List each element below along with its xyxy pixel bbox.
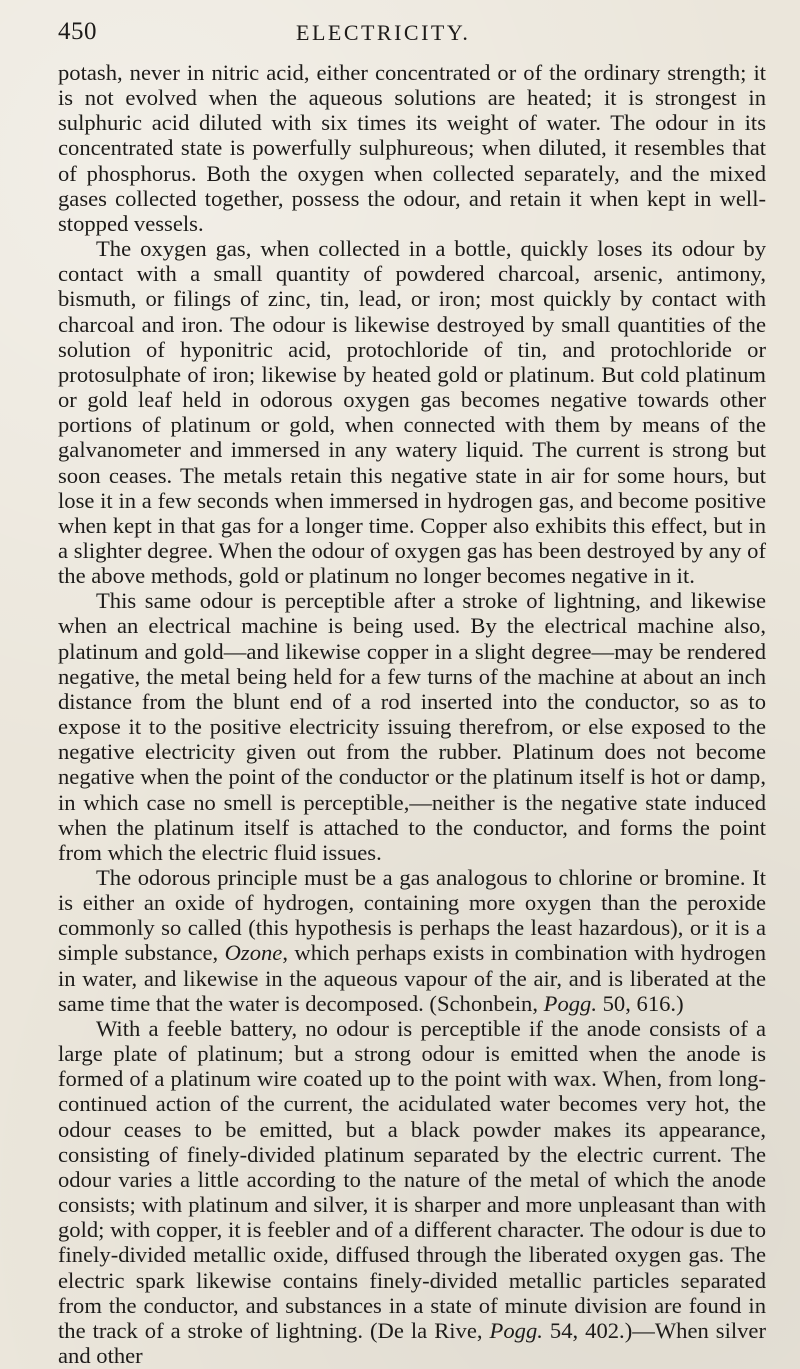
italic-text: Pogg. (543, 990, 597, 1016)
text-run: The odorous principle must be a gas analogous to chlorine or bromine. It is either an oxide of hydrogen, containing more oxygen than the peroxide commonly so called (this hypothesis is perhaps the least hazardous), or it is a simple substance, (58, 865, 766, 966)
running-title: ELECTRICITY. (296, 20, 471, 45)
text-run: potash, never in nitric acid, either concentrated or of the ordinary strength; it is not evolved when the aqueous solutions are heated; it is strongest in sulphuric acid diluted with six times its weight of water. The odour in its concentrated state is powerfully sulphureous; when diluted, it resembles that of phosphorus. Both the oxygen when collected separately, and the mixed gases collected together, possess the odour, and retain it when kept in well-stopped vessels. (58, 60, 766, 236)
italic-text: Ozone (224, 940, 283, 966)
paragraph (58, 865, 766, 1016)
page-header (58, 14, 766, 54)
paragraph (58, 588, 766, 865)
text-run: 50, 616.) (596, 990, 684, 1016)
text-run: With a feeble battery, no odour is perceptible if the anode consists of a large plate of platinum; but a strong odour is emitted when the anode is formed of a platinum wire coated up to the point with wax. When, from long-continued action of the current, the acidulated water becomes very hot, the odour ceases to be emitted, but a black powder makes its appearance, consisting of finely-divided platinum separated by the electric current. The odour varies a little according to the nature of the metal of which the anode consists; with platinum and silver, it is sharper and more unpleasant than with gold; with copper, it is feebler and of a different character. The odour is due to finely-divided metallic oxide, diffused through the liberated oxygen gas. The electric spark likewise contains finely-divided metallic particles separated from the conductor, and substances in a state of minute division are found in the track of a stroke of lightning. (De la Rive, (58, 1015, 766, 1343)
text-run: The oxygen gas, when collected in a bottle, quickly loses its odour by contact with a small quantity of powdered charcoal, arsenic, antimony, bismuth, or filings of zinc, tin, lead, or iron; most quickly by contact with charcoal and iron. The odour is likewise destroyed by small quantities of the solution of hyponitric acid, protochloride of tin, and protochloride or protosulphate of iron; likewise by heated gold or platinum. But cold platinum or gold leaf held in odorous oxygen gas becomes negative towards other portions of platinum or gold, when connected with them by means of the galvanometer and immersed in any watery liquid. The current is strong but soon ceases. The metals retain this negative state in air for some hours, but lose it in a few seconds when immersed in hydrogen gas, and become positive when kept in that gas for a longer time. Copper also exhibits this effect, but in a slighter degree. When the odour of oxygen gas has been destroyed by any of the above methods, gold or platinum no longer becomes negative in it. (58, 236, 766, 589)
text-run: This same odour is perceptible after a stroke of lightning, and likewise when an electrical machine is being used. By the electrical machine also, platinum and gold—and likewise copper in a slight degree—may be rendered negative, the metal being held for a few turns of the machine at about an inch distance from the blunt end of a rod inserted into the conductor, so as to expose it to the positive electricity issuing therefrom, or else exposed to the negative electricity given out from the rubber. Platinum does not become negative when the point of the conductor or the platinum itself is hot or damp, in which case no smell is perceptible,—neither is the negative state induced when the platinum itself is attached to the conductor, and forms the point from which the electric fluid issues. (58, 588, 766, 865)
paragraph (58, 60, 766, 236)
text-run: 54, 402.)—When silver and other (58, 1317, 766, 1368)
text-run: , which perhaps exists in combination with hydrogen in water, and likewise in the aqueous vapour of the air, and is liberated at the same time that the water is decomposed. (Schonbein, (58, 940, 767, 1016)
paragraph (58, 236, 766, 588)
body-text (58, 60, 766, 1368)
paragraph (58, 1016, 766, 1368)
italic-text: Pogg. (489, 1317, 543, 1343)
page-number: 450 (58, 18, 97, 45)
